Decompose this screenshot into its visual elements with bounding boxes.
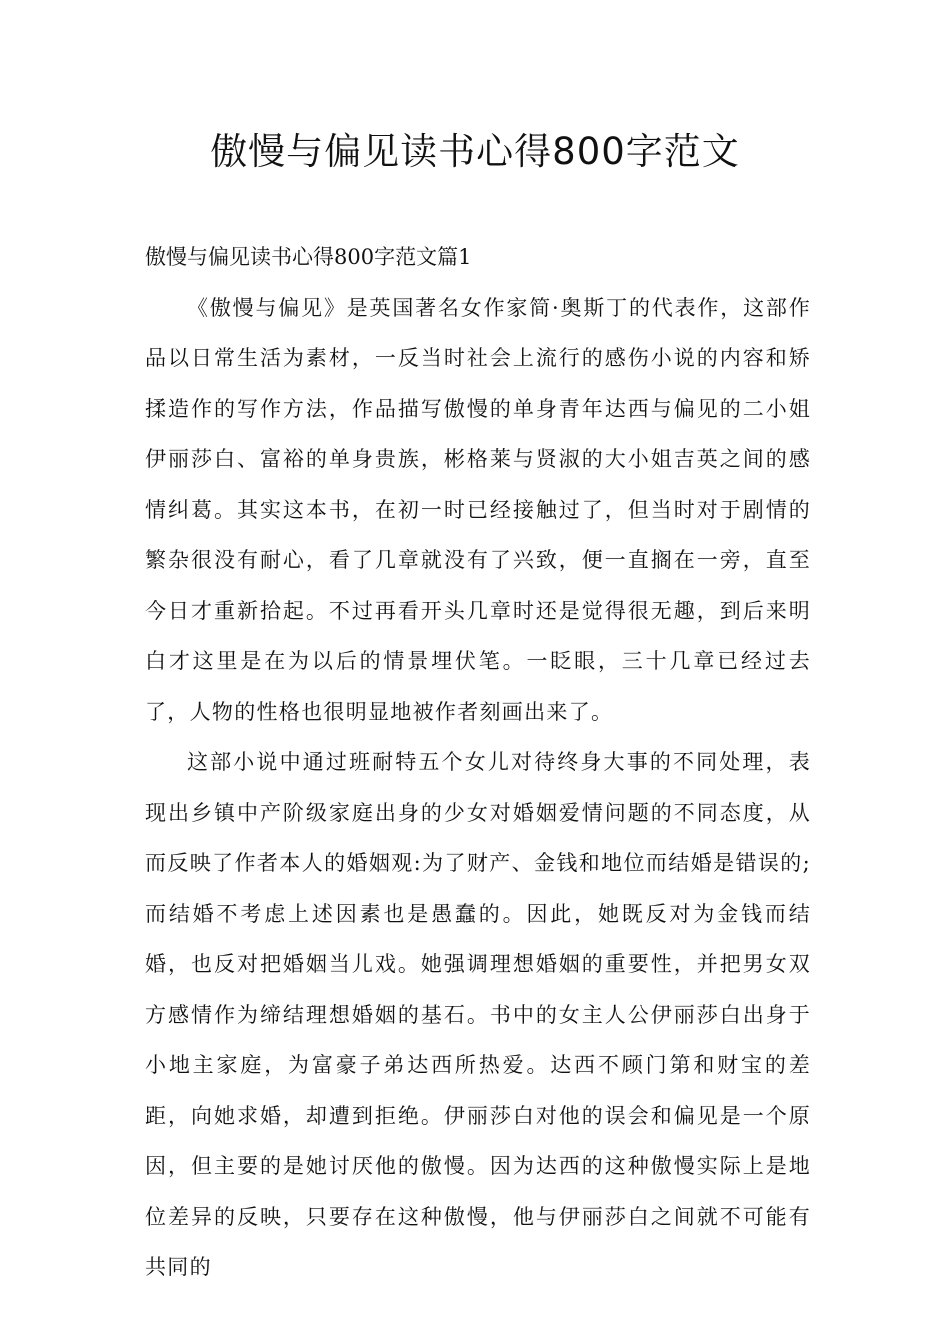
paragraph-1: 《傲慢与偏见》是英国著名女作家简·奥斯丁的代表作，这部作品以日常生活为素材，一反当时社会上流行的感伤小说的内容和矫揉造作的写作方法，作品描写傲慢的单身青年达西与偏见的二小姐伊丽莎白、富裕的单身贵族，彬格莱与贤淑的大小姐吉英之间的感情纠葛。其实这本书，在初一时已经接触过了，但当时对于剧情的繁杂很没有耐心，看了几章就没有了兴致，便一直搁在一旁，直至今日才重新拾起。不过再看开头几章时还是觉得很无趣，到后来明白才这里是在为以后的情景埋伏笔。一眨眼，三十几章已经过去了，人物的性格也很明显地被作者刻画出来了。 <box>145 295 811 724</box>
document-title: 傲慢与偏见读书心得800字范文 <box>210 130 740 173</box>
paragraph-2: 这部小说中通过班耐特五个女儿对待终身大事的不同处理，表现出乡镇中产阶级家庭出身的少女对婚姻爱情问题的不同态度，从而反映了作者本人的婚姻观:为了财产、金钱和地位而结婚是错误的;而结婚不考虑上述因素也是愚蠢的。因此，她既反对为金钱而结婚，也反对把婚姻当儿戏。她强调理想婚姻的重要性，并把男女双方感情作为缔结理想婚姻的基石。书中的女主人公伊丽莎白出身于小地主家庭，为富豪子弟达西所热爱。达西不顾门第和财宝的差距，向她求婚，却遭到拒绝。伊丽莎白对他的误会和偏见是一个原因，但主要的是她讨厌他的傲慢。因为达西的这种傲慢实际上是地位差异的反映，只要存在这种傲慢，他与伊丽莎白之间就不可能有共同的 <box>145 750 811 1279</box>
document-body <box>145 232 811 1293</box>
section-heading: 傲慢与偏见读书心得800字范文篇1 <box>145 245 472 269</box>
